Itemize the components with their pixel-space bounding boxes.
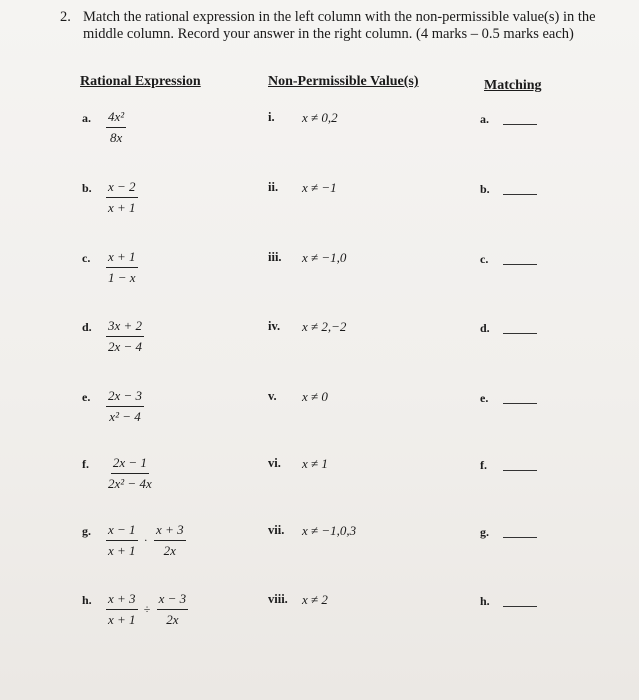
- numerator: 2x − 3: [106, 388, 144, 407]
- denominator: 2x² − 4x: [108, 476, 152, 491]
- operator: ·: [143, 533, 148, 547]
- roman-label: iv.: [268, 319, 281, 333]
- answer-blank[interactable]: [503, 606, 537, 607]
- row-a: [0, 111, 639, 171]
- answer-blank[interactable]: [503, 194, 537, 195]
- row-f: [0, 457, 639, 517]
- numerator: x − 1: [106, 522, 138, 541]
- match-label: a.: [480, 112, 489, 126]
- numerator: 4x²: [106, 109, 126, 128]
- roman-label: iii.: [268, 250, 282, 264]
- denominator: 2x − 4: [108, 339, 143, 354]
- expression-label: c.: [82, 251, 91, 265]
- row-e: [0, 390, 639, 450]
- denominator: 1 − x: [108, 270, 136, 285]
- rational-expression: [106, 455, 154, 492]
- rational-expression: [106, 179, 138, 216]
- non-permissible-value: x ≠ 2,−2: [302, 319, 347, 334]
- row-g: [0, 524, 639, 584]
- operator: ÷: [143, 602, 151, 616]
- roman-label: v.: [268, 389, 277, 403]
- denominator: x + 1: [108, 612, 136, 627]
- roman-label: viii.: [268, 592, 288, 606]
- answer-blank[interactable]: [503, 124, 537, 125]
- rational-expression: [106, 388, 144, 425]
- row-d: [0, 320, 639, 380]
- answer-blank[interactable]: [503, 537, 537, 538]
- denominator: 8x: [109, 130, 123, 145]
- non-permissible-value: x ≠ −1,0: [302, 250, 347, 265]
- denominator: x² − 4: [109, 409, 141, 424]
- non-permissible-value: x ≠ −1: [302, 180, 337, 195]
- non-permissible-value: x ≠ 0,2: [302, 110, 338, 125]
- answer-blank[interactable]: [503, 403, 537, 404]
- roman-label: i.: [268, 110, 275, 124]
- denominator: x + 1: [108, 200, 136, 215]
- non-permissible-value: x ≠ 0: [302, 389, 328, 404]
- match-label: d.: [480, 321, 490, 335]
- answer-blank[interactable]: [503, 264, 537, 265]
- rational-expression: [106, 591, 188, 628]
- numerator-2: x − 3: [157, 591, 189, 610]
- expression-label: a.: [82, 111, 91, 125]
- match-label: g.: [480, 525, 489, 539]
- numerator: x + 1: [106, 249, 138, 268]
- answer-blank[interactable]: [503, 333, 537, 334]
- denominator-2: 2x: [166, 612, 179, 627]
- match-label: f.: [480, 458, 487, 472]
- header-matching: Matching: [484, 78, 542, 93]
- row-c: [0, 251, 639, 311]
- expression-label: d.: [82, 320, 92, 334]
- header-rational-expression: Rational Expression: [80, 74, 201, 89]
- non-permissible-value: x ≠ 1: [302, 456, 328, 471]
- denominator: x + 1: [108, 543, 136, 558]
- numerator: x + 3: [106, 591, 138, 610]
- roman-label: vii.: [268, 523, 285, 537]
- expression-label: f.: [82, 457, 89, 471]
- match-label: b.: [480, 182, 490, 196]
- rational-expression: [106, 522, 186, 559]
- match-label: c.: [480, 252, 489, 266]
- answer-blank[interactable]: [503, 470, 537, 471]
- roman-label: ii.: [268, 180, 279, 194]
- expression-label: b.: [82, 181, 92, 195]
- expression-label: g.: [82, 524, 91, 538]
- roman-label: vi.: [268, 456, 281, 470]
- expression-label: h.: [82, 593, 92, 607]
- numerator: 2x − 1: [111, 455, 149, 474]
- match-label: e.: [480, 391, 489, 405]
- row-b: [0, 181, 639, 241]
- rational-expression: [106, 109, 126, 146]
- expression-label: e.: [82, 390, 91, 404]
- non-permissible-value: x ≠ −1,0,3: [302, 523, 357, 538]
- row-h: [0, 593, 639, 653]
- non-permissible-value: x ≠ 2: [302, 592, 328, 607]
- match-label: h.: [480, 594, 490, 608]
- numerator: 3x + 2: [106, 318, 144, 337]
- question-number: 2.: [60, 9, 71, 25]
- rational-expression: [106, 318, 144, 355]
- header-non-permissible-values: Non-Permissible Value(s): [268, 74, 419, 89]
- denominator-2: 2x: [163, 543, 176, 558]
- numerator: x − 2: [106, 179, 138, 198]
- numerator-2: x + 3: [154, 522, 186, 541]
- rational-expression: [106, 249, 138, 286]
- question-text: Match the rational expression in the left column with the non-permissible value(s) in the middle column. Record your answer in the right column. (4 marks – 0.5 marks each): [83, 9, 596, 42]
